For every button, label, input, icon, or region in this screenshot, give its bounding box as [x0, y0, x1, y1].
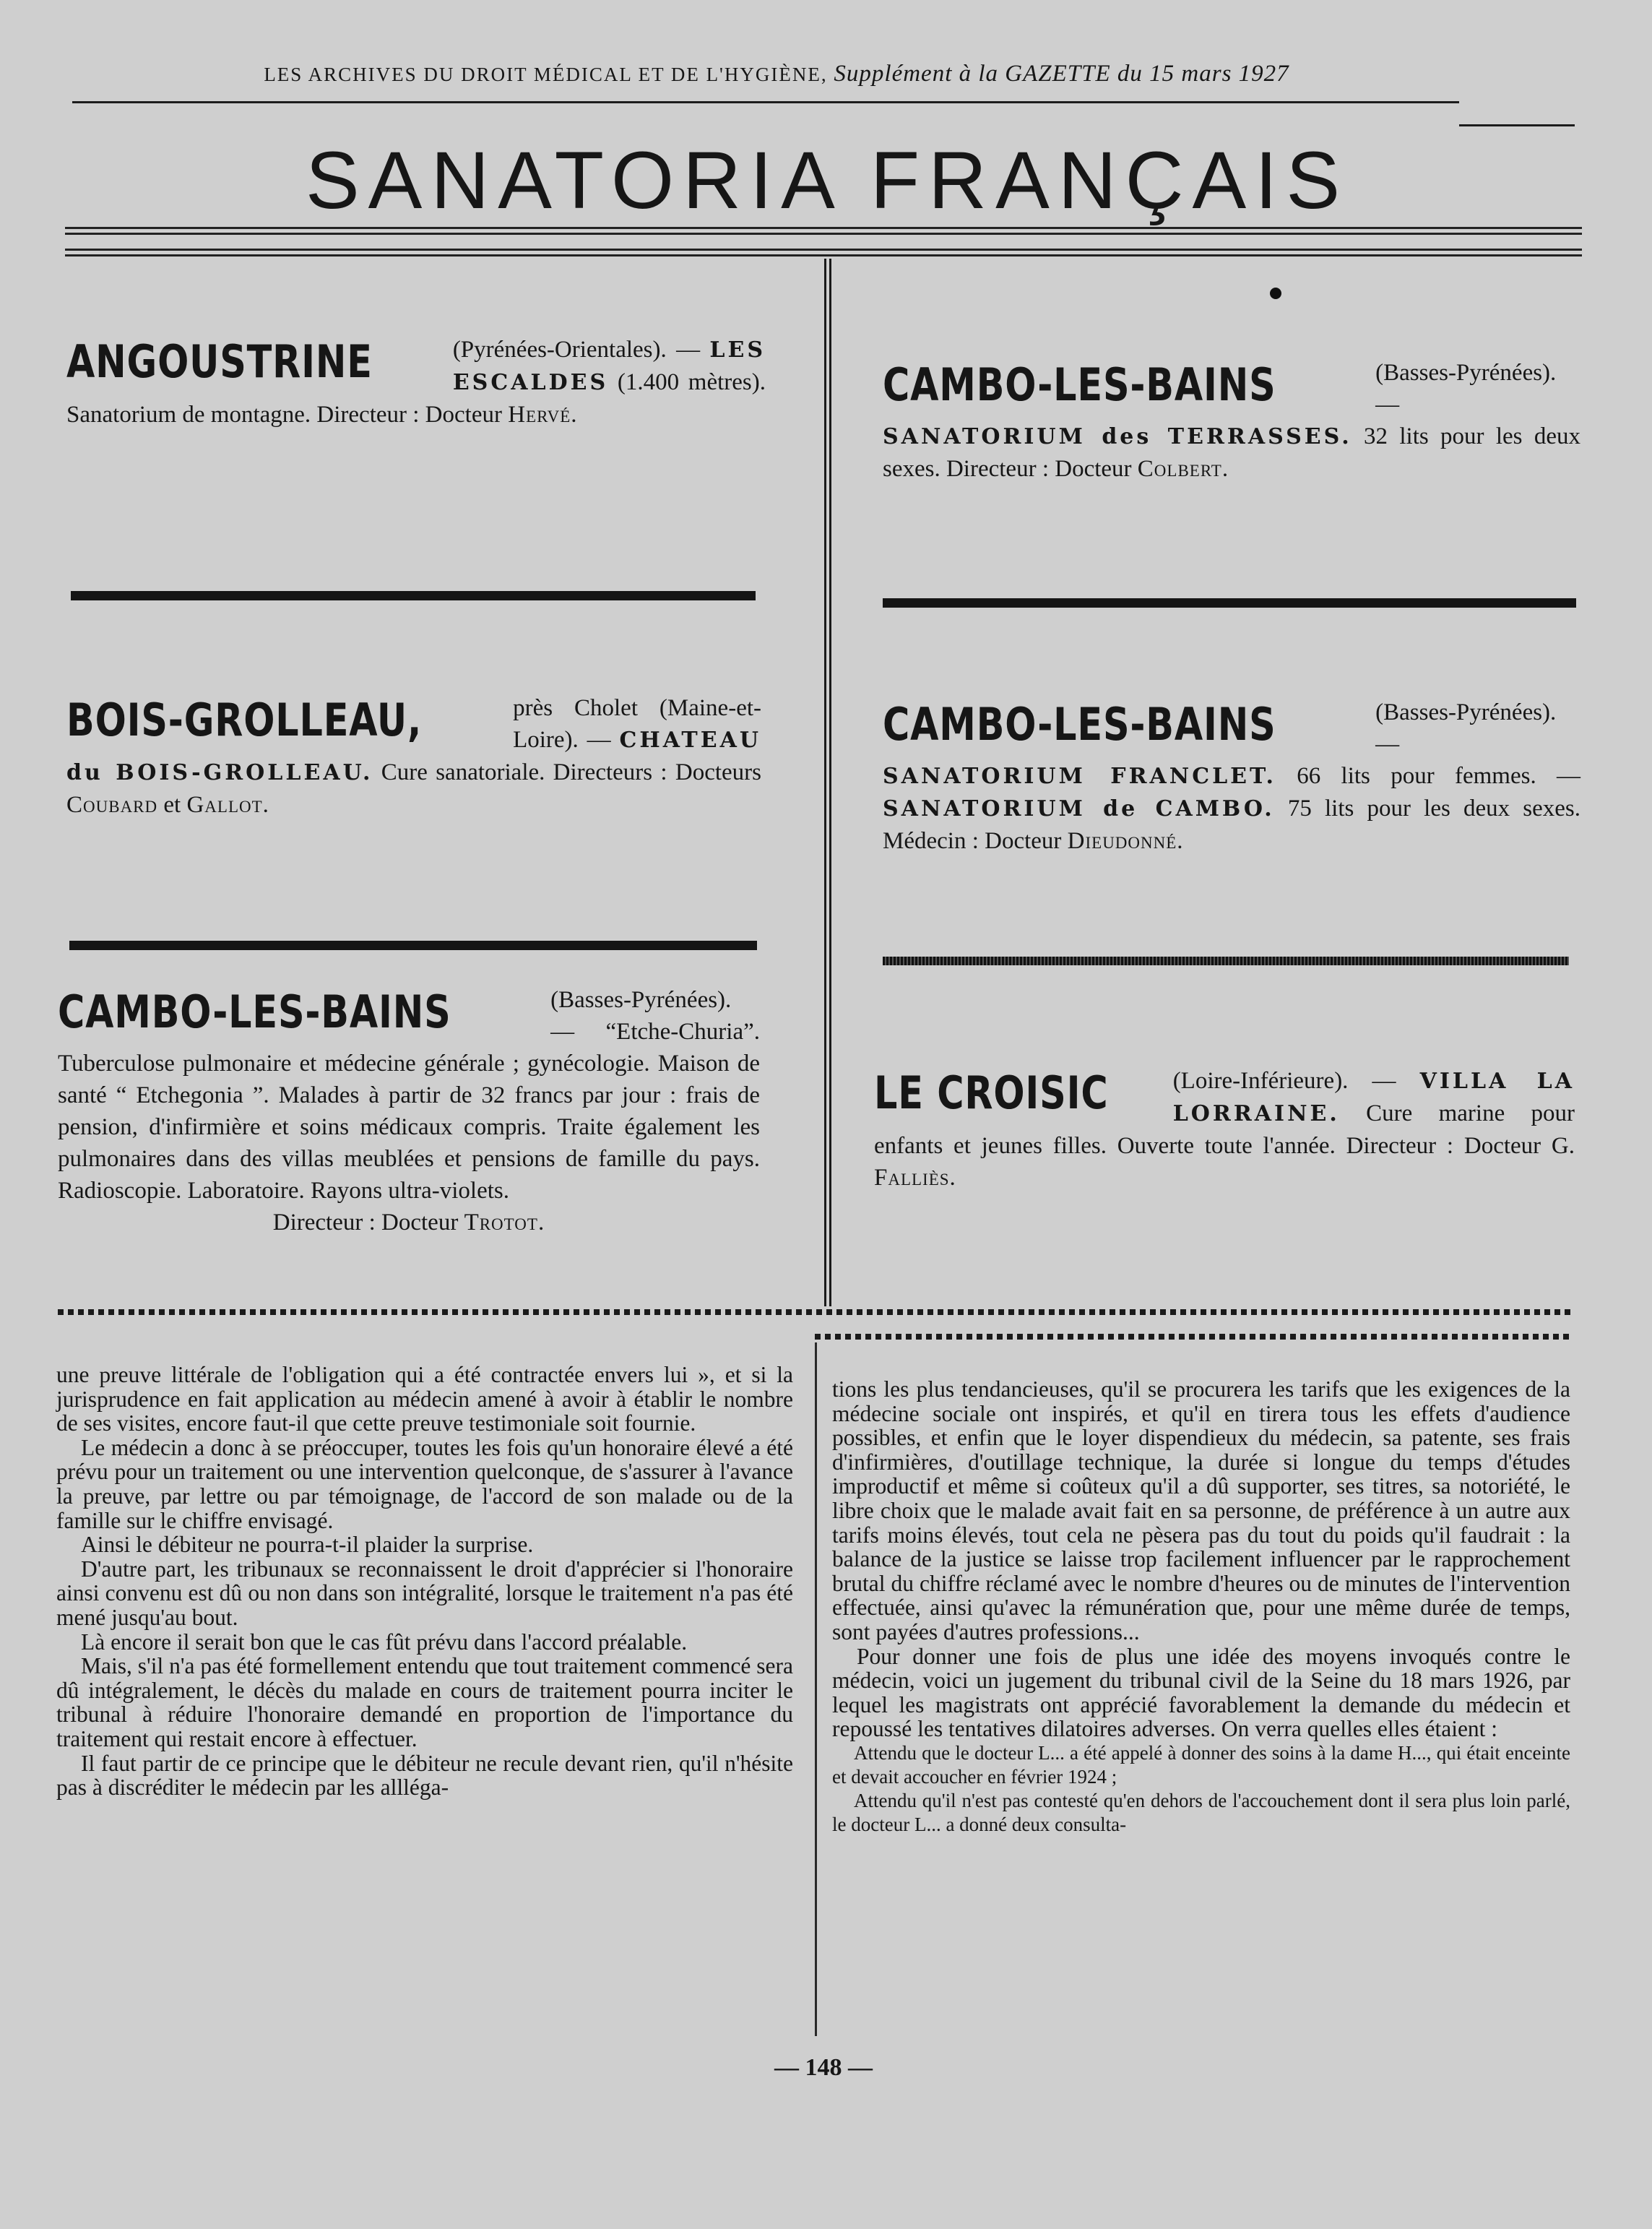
entry-text: (Basses-Pyrénées). — “Etche-Churia”. Tuberculose pulmonaire et médecine générale ; gynécologie. Maison de santé “ Etchegonia ”. Malades à partir de 32 francs par jour : frais de pension, d'infirmière et soins médicaux compris. Traite également les pulmonaires dans des villas meublées et pensions de famille du pays. Radioscopie. Laboratoire. Rayons ultra-violets. — [58, 987, 760, 1204]
body-column-right — [832, 1377, 1570, 1837]
town-name: CAMBO-LES-BAINS — [883, 358, 1276, 411]
doctor-name: Trotot. — [464, 1210, 545, 1236]
entry-le-croisic — [874, 1065, 1575, 1194]
institution-name: CHATEAU du BOIS-GROLLEAU. — [66, 728, 762, 785]
entry-text: (Loire-Inférieure). — — [1172, 1068, 1396, 1094]
paragraph: Il faut partir de ce principe que le débiteur ne recule devant rien, qu'il n'hésite pas à discréditer le médecin par les allléga- — [56, 1750, 793, 1801]
quoted-paragraph: Attendu que le docteur L... a été appelé à donner des soins à la dame H..., qui était enceinte et devait accoucher en février 1924 ; — [832, 1741, 1570, 1788]
bullet-dot — [1270, 288, 1281, 299]
header-rule-right — [1459, 124, 1575, 126]
section-divider-lower — [815, 1334, 1573, 1340]
title-double-rule-lower — [65, 249, 1582, 256]
entry-divider — [883, 598, 1576, 608]
town-name: BOIS-GROLLEAU, — [66, 694, 423, 746]
town-name: CAMBO-LES-BAINS — [883, 698, 1276, 751]
running-head-title: LES ARCHIVES DU DROIT MÉDICAL ET DE L'HYGIÈNE, — [264, 64, 828, 85]
body-column-left — [56, 1363, 793, 1800]
entry-text: Cure sanatoriale. Directeurs : Docteurs — [381, 759, 762, 785]
entry-divider — [883, 957, 1569, 965]
entry-bois-grolleau — [66, 692, 761, 821]
institution-name: LES ESCALDES — [452, 337, 766, 395]
paragraph: Là encore il serait bon que le cas fût prévu dans l'accord préalable. — [81, 1629, 688, 1655]
page-number: — 148 — — [774, 2054, 873, 2081]
entry-cambo-franclet — [883, 697, 1580, 857]
paragraph: Le médecin a donc à se préoccuper, toutes les fois qu'un honoraire élevé a été prévu pour un traitement ou une intervention quelconque, de s'assurer à l'avance la preuve, par lettre ou par témoignage, de l'accord de son malade ou de la famille sur le chiffre envisagé. — [56, 1434, 793, 1533]
town-name: LE CROISIC — [874, 1066, 1109, 1119]
town-name: CAMBO-LES-BAINS — [58, 986, 451, 1038]
paragraph: Mais, s'il n'a pas été formellement entendu que tout traitement commencé sera dû intégralement, le décès du malade en cours de traitement pourra inciter le tribunal à réduire l'honoraire demandé en proportion de l'importance du traitement qui restait encore à effectuer. — [56, 1653, 793, 1751]
entry-text: près Cholet (Maine-et-Loire). — — [513, 695, 761, 753]
doctor-name: Gallot. — [186, 792, 269, 818]
institution-name: SANATORIUM de CAMBO. — [883, 796, 1275, 822]
paragraph: une preuve littérale de l'obligation qui a été contractée envers lui », et si la jurisprudence en fait application au médecin amené à avoir à établir le nombre de ses visites, encore faut-il que cette preuve testimoniale soit fournie. — [56, 1362, 793, 1436]
director-label: Directeur : Docteur — [272, 1210, 459, 1236]
institution-name: SANATORIUM des TERRASSES. — [883, 424, 1352, 449]
page-title: SANATORIA FRANÇAIS — [305, 135, 1349, 225]
entry-text: (Pyrénées-Orientales). — — [452, 337, 701, 363]
entry-divider — [69, 941, 757, 950]
quoted-paragraph: Attendu qu'il n'est pas contesté qu'en dehors de l'accouchement dont il sera plus loin parlé, le docteur L... a donné deux consulta- — [832, 1789, 1570, 1835]
entry-text: (Basses-Pyrénées). — — [1375, 699, 1557, 757]
paragraph: Pour donner une fois de plus une idée des moyens invoqués contre le médecin, voici un jugement du tribunal civil de la Seine du 18 mars 1926, par lequel les magistrats ont apprécié favorablement la demande du médecin et repoussé les tentatives dilatoires adverses. On verra quelles elles étaient : — [832, 1643, 1570, 1742]
entry-text: (Basses-Pyrénées). — — [1375, 360, 1557, 418]
section-divider — [58, 1309, 1575, 1315]
header-rule — [72, 101, 1459, 103]
entry-text: 66 lits pour femmes. — — [1297, 763, 1580, 789]
doctor-name: Falliès. — [874, 1165, 956, 1191]
entry-text: 75 lits pour les deux sexes. Médecin : Docteur — [883, 796, 1581, 854]
town-name: ANGOUSTRINE — [66, 335, 373, 388]
running-head — [108, 61, 1445, 87]
doctor-name: Hervé. — [508, 402, 578, 428]
entry-cambo-terrasses — [883, 357, 1580, 485]
entry-angoustrine — [66, 334, 766, 431]
entry-text: (1.400 mètres). Sanatorium de montagne. Directeur : Docteur — [66, 369, 766, 428]
running-head-supplement: Supplément à la GAZETTE du 15 mars 1927 — [834, 61, 1289, 87]
entry-divider — [71, 591, 756, 600]
institution-name: SANATORIUM FRANCLET. — [883, 764, 1276, 789]
title-double-rule — [65, 227, 1582, 235]
body-column-separator — [815, 1342, 817, 2036]
entry-text: 32 lits pour les deux sexes. Directeur : Docteur — [883, 423, 1580, 482]
doctor-name: Colbert. — [1137, 456, 1229, 482]
institution-name: VILLA LA LORRAINE. — [1172, 1069, 1575, 1126]
entry-cambo-etche-churia — [58, 984, 760, 1238]
entry-text: Cure marine pour enfants et jeunes filles. Ouverte toute l'année. Directeur : Docteur G. — [874, 1100, 1575, 1159]
paragraph: D'autre part, les tribunaux se reconnaissent le droit d'apprécier si l'honoraire ainsi convenu est dû ou non dans son intégralité, lorsque le traitement n'a pas été mené jusqu'au bout. — [56, 1556, 793, 1630]
doctor-name: Dieudonné. — [1067, 828, 1184, 854]
entry-text: et — [163, 792, 181, 818]
director-line — [58, 1207, 760, 1238]
paragraph: tions les plus tendancieuses, qu'il se procurera les tarifs que les exigences de la médecine sociale ont inspirés, et qu'il en tirera tous les effets d'audience possibles, et enfin que le loyer dispendieux du médecin, sa patente, ses frais d'infirmières, d'outillage technique, la durée si longue du temps d'études improductif et même si coûteux qu'il a dû supporter, ses titres, sa notoriété, le libre choix que le malade avait fait en sa personne, de préférence à un autre aux tarifs moins élevés, tout cela ne pèsera pas du tout du poids qu'il faudrait : la balance de la justice se laisse trop facilement influencer par le rapprochement brutal du chiffre réclamé avec le nombre d'heures ou de minutes de l'intervention effectuée, ainsi qu'avec la rémunération que, pour une même durée de temps, sont payées d'autres professions... — [832, 1376, 1570, 1644]
doctor-name: Coubard — [66, 792, 158, 818]
column-separator — [824, 259, 831, 1306]
paragraph: Ainsi le débiteur ne pourra-t-il plaider la surprise. — [81, 1532, 534, 1558]
